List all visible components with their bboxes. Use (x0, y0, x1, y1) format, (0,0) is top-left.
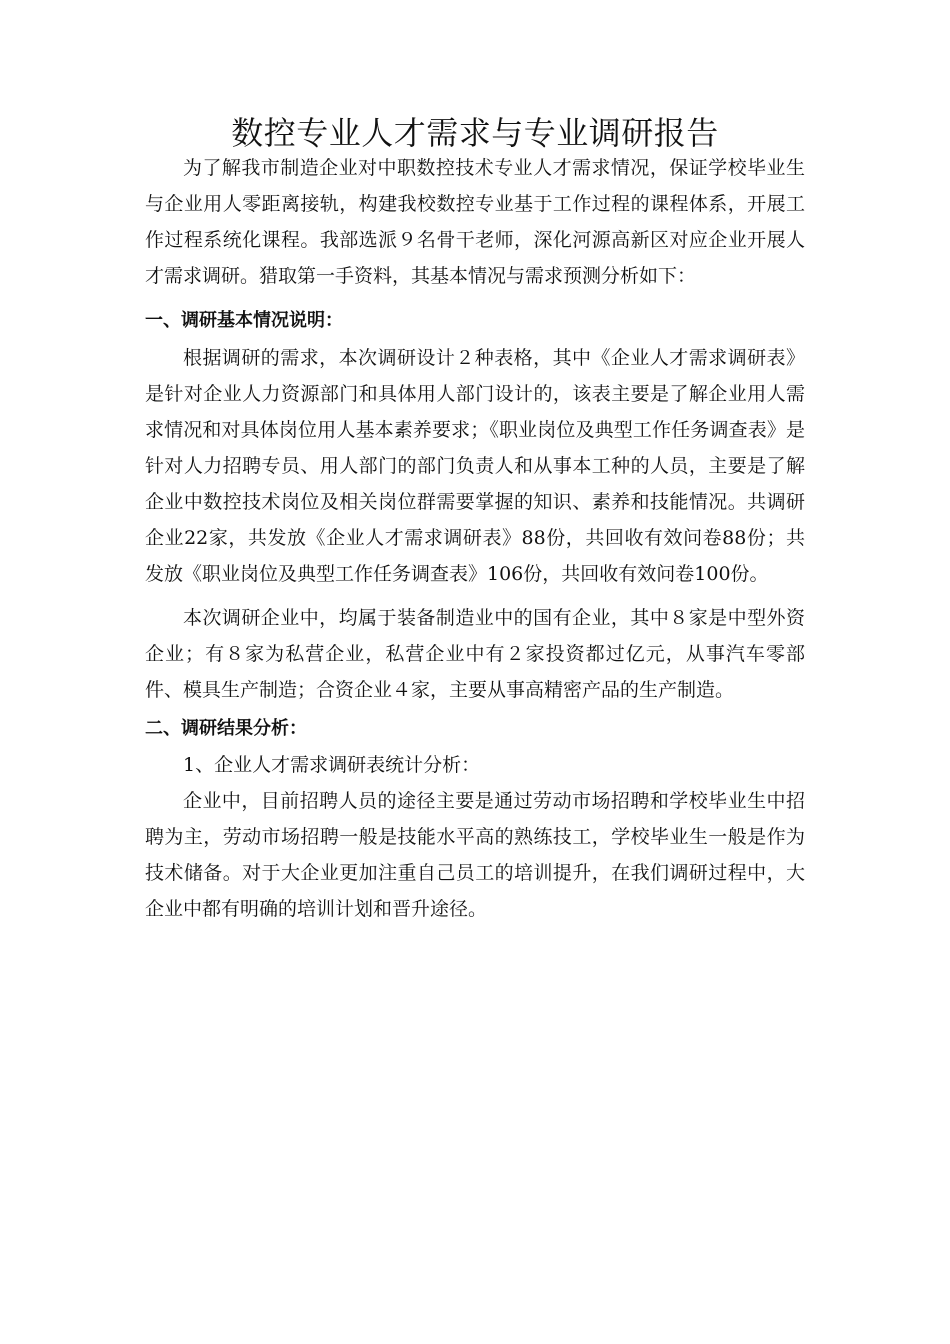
section-heading-1: 一、调研基本情况说明： (145, 310, 343, 331)
section2-subheading: 1、企业人才需求调研表统计分析： (183, 754, 481, 776)
intro-paragraph: 为了解我市制造企业对中职数控技术专业人才需求情况，保证学校毕业生与企业用人零距离接轨，构建我校数控专业基于工作过程的课程体系，开展工作过程系统化课程。我部选派９名骨干老师，深化河源高新区对应企业开展人才需求调研。猎取第一手资料，其基本情况与需求预测分析如下： (145, 157, 805, 287)
section-heading-2: 二、调研结果分析： (145, 718, 307, 739)
section1-paragraph-1: 根据调研的需求，本次调研设计２种表格，其中《企业人才需求调研表》是针对企业人力资源部门和具体用人部门设计的，该表主要是了解企业用人需求情况和对具体岗位用人基本素养要求；《职业岗位及典型工作任务调查表》是针对人力招聘专员、用人部门的部门负责人和从事本工种的人员，主要是了解企业中数控技术岗位及相关岗位群需要掌握的知识、素养和技能情况。共调研企业22家，共发放《企业人才需求调研表》88份，共回收有效问卷88份；共发放《职业岗位及典型工作任务调查表》106份，共回收有效问卷100份。 (145, 347, 805, 585)
section2-paragraph-1: 企业中，目前招聘人员的途径主要是通过劳动市场招聘和学校毕业生中招聘为主，劳动市场招聘一般是技能水平高的熟练技工，学校毕业生一般是作为技术储备。对于大企业更加注重自己员工的培训提升，在我们调研过程中，大企业中都有明确的培训计划和晋升途径。 (145, 790, 805, 920)
document-title: 数控专业人才需求与专业调研报告 (231, 114, 719, 152)
section1-paragraph-2: 本次调研企业中，均属于装备制造业中的国有企业，其中８家是中型外资企业；有８家为私营企业，私营企业中有２家投资都过亿元，从事汽车零部件、模具生产制造；合资企业４家，主要从事高精密产品的生产制造。 (145, 607, 805, 701)
